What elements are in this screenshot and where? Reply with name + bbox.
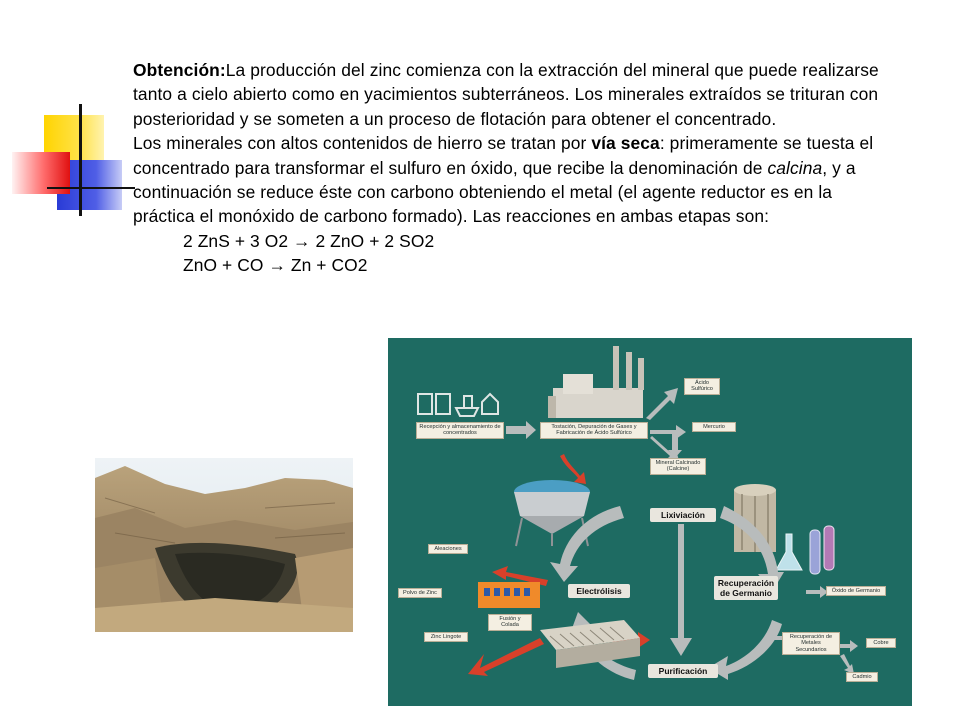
- label-reception: Recepción y almacenamiento de concentrados: [416, 422, 504, 439]
- label-mercury: Mercurio: [692, 422, 736, 432]
- paragraph-via-seca: [133, 131, 893, 229]
- via-seca-text-c: , y a continuación se reduce éste con carbono obteniendo el metal (el agente reductor es en la práctica el monóxido de carbono formado). Las reacciones en ambas etapas son:: [133, 157, 856, 227]
- label-calcine: Mineral Calcinado (Calcine): [650, 458, 706, 475]
- reaction-2: ZnO + CO → Zn + CO2: [183, 255, 368, 276]
- reaction-1: 2 ZnS + 3 O2 → 2 ZnO + 2 SO2: [183, 230, 435, 251]
- label-purification: Purificación: [648, 664, 718, 678]
- label-electrolysis: Electrólisis: [568, 584, 630, 598]
- body-text: [133, 58, 893, 278]
- open-pit-mine-photo: [95, 458, 353, 632]
- obtencion-label: Obtención:: [133, 60, 226, 80]
- casting-plant-icon: [478, 582, 540, 608]
- paragraph-obtencion: [133, 58, 893, 131]
- via-seca-bold: vía seca: [591, 133, 660, 154]
- electrolysis-cells-icon: [540, 620, 640, 668]
- obtencion-body: La producción del zinc comienza con la extracción del mineral que puede realizarse tanto a cielo abierto como en yacimientos subterráneos. Los minerales extraídos se trituran con posterioridad y se someten a un proceso de flotación para obtener el concentrado.: [133, 60, 879, 129]
- decorative-horizontal-line: [47, 187, 135, 189]
- label-zinc-ingot: Zinc Lingote: [424, 632, 468, 642]
- via-seca-text-b: : primeramente se tuesta el concentrado para transformar el sulfuro en óxido, que recibe la denominación de: [133, 133, 874, 178]
- decorative-corner-graphic: [0, 0, 140, 230]
- label-zinc-dust: Polvo de Zinc: [398, 588, 442, 598]
- label-germanium-recovery: Recuperación de Germanio: [714, 576, 778, 600]
- label-leaching: Lixiviación: [650, 508, 716, 522]
- label-roasting: Tostación, Depuración de Gases y Fabricación de Ácido Sulfúrico: [540, 422, 648, 439]
- red-arrow-thickener: [560, 454, 586, 484]
- label-copper: Cobre: [866, 638, 896, 648]
- decorative-vertical-line: [79, 104, 82, 216]
- zinc-process-diagram: [388, 338, 912, 706]
- label-melting: Fusión y Colada: [488, 614, 532, 631]
- label-sulfuric-acid: Ácido Sulfúrico: [684, 378, 720, 395]
- label-cadmium: Cadmio: [846, 672, 878, 682]
- roasting-plant-icon: [548, 346, 644, 418]
- transport-icons: [418, 394, 498, 416]
- label-secondary-metals: Recuperación de Metales Secundarios: [782, 632, 840, 655]
- lab-flasks-icon: [776, 526, 834, 574]
- via-seca-text-a: Los minerales con altos contenidos de hierro se tratan por: [133, 133, 592, 154]
- calcina-italic: calcina: [767, 157, 823, 178]
- label-germanium-oxide: Óxido de Germanio: [826, 586, 886, 596]
- label-alloys: Aleaciones: [428, 544, 468, 554]
